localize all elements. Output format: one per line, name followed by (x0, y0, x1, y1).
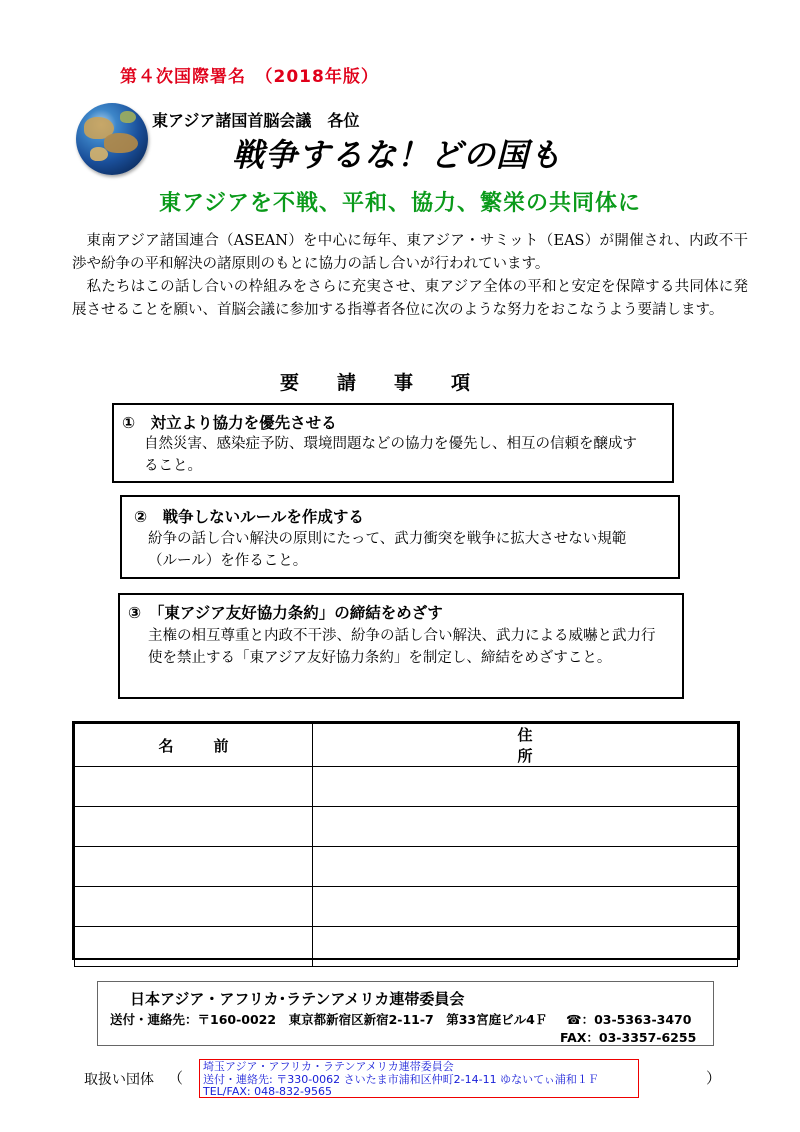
intro-paragraph-1 (72, 230, 748, 276)
request-box-2 (120, 495, 680, 579)
handler-close-paren: ） (706, 1069, 722, 1087)
handler-line-3: TEL/FAX: 048-832-9565 (203, 1085, 333, 1098)
table-row (75, 807, 738, 847)
column-header-name: 名前 (75, 724, 313, 767)
handler-stamp-box (199, 1059, 639, 1098)
address-cell[interactable] (313, 927, 738, 967)
request-title-1: ① 対立より協力を優先させる (122, 414, 337, 432)
name-cell[interactable] (75, 767, 313, 807)
table-row (75, 847, 738, 887)
table-header-row (75, 724, 738, 767)
address-cell[interactable] (313, 767, 738, 807)
request-body-2: 紛争の話し合い解決の原則にたって、武力衝突を戦争に拡大させない規範（ルール）を作ること。 (148, 531, 627, 569)
organizer-address: 送付・連絡先：〒160-0022 東京都新宿区新宿2-11-7 第33宮庭ビル4Ｆ (110, 1012, 548, 1027)
subheading: 東アジアを不戦、平和、協力、繁栄の共同体に (158, 190, 642, 216)
request-body-1: 自然災害、感染症予防、環境問題などの協力を優先し、相互の信頼を醸成すること。 (144, 436, 637, 474)
organizer-name: 日本アジア・アフリカ･ラテンアメリカ連帯委員会 (130, 990, 465, 1008)
handler-open-paren: （ (168, 1069, 184, 1087)
intro-text-1: 東南アジア諸国連合（ASEAN）を中心に毎年、東アジア・サミット（EAS）が開催され、内政不干渉や紛争の平和解決の諸原則のもとに協力の話し合いが行われています。 (72, 233, 748, 272)
table-row (75, 887, 738, 927)
intro-paragraph-2 (72, 276, 748, 322)
globe-icon (76, 103, 148, 175)
request-box-1 (112, 403, 674, 483)
column-header-address: 住所 (313, 724, 738, 767)
requests-heading: 要請事項 (280, 372, 509, 394)
table-row (75, 767, 738, 807)
organizer-telephone: ☎：03-5363-3470 (566, 1012, 692, 1027)
name-cell[interactable] (75, 927, 313, 967)
address-cell[interactable] (313, 847, 738, 887)
request-body-3: 主権の相互尊重と内政不干渉、紛争の話し合い解決、武力による威嚇と武力行使を禁止する「東アジア友好協力条約」を制定し、締結をめざすこと。 (148, 628, 656, 666)
request-box-3 (118, 593, 684, 699)
intro-text-2: 私たちはこの話し合いの枠組みをさらに充実させ、東アジア全体の平和と安定を保障する共同体に発展させることを願い、首脳会議に参加する指導者各位に次のような努力をおこなうよう要請します。 (72, 279, 748, 318)
slogan-title: 戦争するな！どの国も (232, 136, 563, 174)
organizer-box (97, 981, 714, 1046)
handler-label: 取扱い団体 (84, 1072, 154, 1088)
address-cell[interactable] (313, 807, 738, 847)
handler-line-1: 埼玉アジア・アフリカ・ラテンアメリカ連帯委員会 (203, 1060, 454, 1073)
signature-table (72, 721, 740, 960)
request-title-2: ② 戦争しないルールを作成する (134, 508, 364, 526)
request-title-3: ③ 「東アジア友好協力条約」の締結をめざす (128, 604, 443, 622)
name-cell[interactable] (75, 847, 313, 887)
handler-line-2: 送付・連絡先: 〒330-0062 さいたま市浦和区仲町2-14-11 ゆないてぃ浦和１Ｆ (203, 1072, 599, 1086)
edition-label: 第４次国際署名 （2018年版） (120, 67, 379, 87)
name-cell[interactable] (75, 807, 313, 847)
name-cell[interactable] (75, 887, 313, 927)
address-cell[interactable] (313, 887, 738, 927)
addressee: 東アジア諸国首脳会議 各位 (152, 111, 360, 130)
organizer-fax: FAX：03-3357-6255 (560, 1030, 697, 1045)
table-row (75, 927, 738, 967)
